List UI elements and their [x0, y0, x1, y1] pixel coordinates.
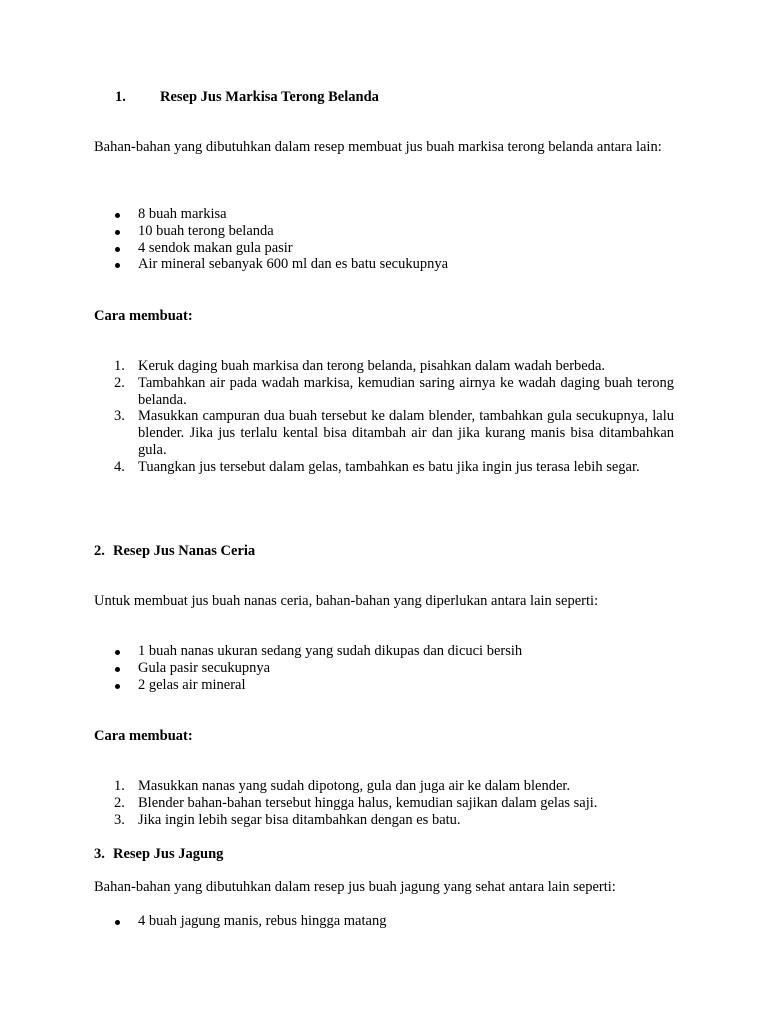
section2-ingredient-list: [94, 643, 674, 693]
list-item: 4 buah jagung manis, rebus hingga matang: [94, 913, 674, 930]
list-item: 3. Masukkan campuran dua buah tersebut ke dalam blender, tambahkan gula secukupnya, lalu blender. Jika jus terlalu kental bisa ditambah air dan jika kurang manis bisa ditambahkan gula.: [114, 408, 674, 458]
section1-ingredient-list: [94, 206, 674, 273]
section1-heading-text: Resep Jus Markisa Terong Belanda: [160, 89, 379, 105]
bullet-icon: [115, 230, 120, 235]
bullet-icon: [115, 263, 120, 268]
list-item: 4 sendok makan gula pasir: [94, 240, 674, 257]
section1-heading-number: 1.: [115, 89, 126, 105]
list-item: Air mineral sebanyak 600 ml dan es batu secukupnya: [94, 256, 674, 273]
section1-heading: [94, 89, 674, 106]
section2-cara-label: Cara membuat:: [94, 728, 193, 744]
section3-intro: Bahan-bahan yang dibutuhkan dalam resep jus buah jagung yang sehat antara lain seperti:: [94, 879, 616, 895]
section2-heading-text: Resep Jus Nanas Ceria: [113, 543, 256, 559]
bullet-icon: [115, 213, 120, 218]
section3-heading: [94, 846, 674, 863]
list-item: 8 buah markisa: [94, 206, 674, 223]
list-item: 10 buah terong belanda: [94, 223, 674, 240]
list-item: 1 buah nanas ukuran sedang yang sudah dikupas dan dicuci bersih: [94, 643, 674, 660]
list-item: 1. Keruk daging buah markisa dan terong belanda, pisahkan dalam wadah berbeda.: [114, 358, 606, 374]
bullet-icon: [115, 920, 120, 925]
section2-heading: [94, 543, 674, 560]
bullet-icon: [115, 684, 120, 689]
section3-ingredient-list: [94, 913, 674, 930]
section2-intro: Untuk membuat jus buah nanas ceria, bahan-bahan yang diperlukan antara lain seperti:: [94, 593, 599, 609]
bullet-icon: [115, 650, 120, 655]
bullet-icon: [115, 667, 120, 672]
list-item: 4. Tuangkan jus tersebut dalam gelas, tambahkan es batu jika ingin jus terasa lebih segar.: [114, 458, 640, 475]
section1-intro: Bahan-bahan yang dibutuhkan dalam resep membuat jus buah markisa terong belanda antara lain:: [94, 139, 662, 155]
section3-heading-number: 3.: [94, 846, 105, 862]
list-item: 2 gelas air mineral: [94, 677, 674, 694]
list-item: 2. Tambahkan air pada wadah markisa, kemudian saring airnya ke wadah daging buah terong belanda.: [114, 374, 674, 408]
section2-steps: [94, 778, 674, 828]
section2-heading-number: 2.: [94, 543, 105, 559]
section3-heading-text: Resep Jus Jagung: [113, 846, 224, 862]
section1-steps: [94, 358, 674, 476]
list-item: Gula pasir secukupnya: [94, 660, 674, 677]
bullet-icon: [115, 247, 120, 252]
list-item: 1. Masukkan nanas yang sudah dipotong, gula dan juga air ke dalam blender.: [114, 778, 571, 794]
list-item: 2. Blender bahan-bahan tersebut hingga halus, kemudian sajikan dalam gelas saji.: [114, 794, 598, 811]
list-item: 3. Jika ingin lebih segar bisa ditambahkan dengan es batu.: [114, 811, 461, 828]
section1-cara-label: Cara membuat:: [94, 308, 193, 324]
